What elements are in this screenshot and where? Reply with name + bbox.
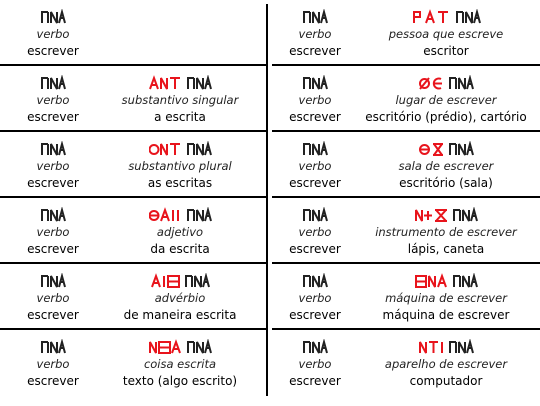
- row-left-2: [0, 66, 268, 132]
- row-right-1: [272, 0, 540, 66]
- root-verb-cell: [278, 272, 352, 324]
- left-column: [0, 0, 268, 406]
- translation-text: lápis, caneta: [407, 242, 485, 256]
- derived-glyphs: [352, 74, 540, 92]
- translation-text: escrever: [27, 374, 79, 388]
- root-glyphs-icon: [455, 9, 481, 25]
- root-verb-cell: [278, 8, 352, 60]
- root-glyphs-icon: [278, 272, 352, 290]
- derived-cell: [352, 206, 540, 258]
- root-glyphs-icon: [186, 207, 212, 223]
- gloss-text: máquina de escrever: [385, 291, 507, 305]
- gloss-text: verbo: [298, 159, 332, 173]
- translation-text: escrever: [27, 44, 79, 58]
- root-glyphs-icon: [278, 8, 352, 26]
- gloss-text: advérbio: [154, 291, 206, 305]
- translation-text: escrever: [27, 242, 79, 256]
- suffix-glyphs-oai-icon: [149, 207, 183, 223]
- derived-glyphs: [92, 74, 268, 92]
- derived-cell: [92, 140, 268, 192]
- gloss-text: verbo: [298, 27, 332, 41]
- gloss-text: coisa escrita: [143, 357, 217, 371]
- translation-text: texto (algo escrito): [122, 374, 238, 388]
- root-verb-cell: [278, 140, 352, 192]
- translation-text: escrever: [289, 44, 341, 58]
- gloss-text: pessoa que escreve: [388, 27, 504, 41]
- row-right-3: [272, 132, 540, 198]
- root-glyphs-icon: [186, 75, 212, 91]
- gloss-text: instrumento de escrever: [375, 225, 517, 239]
- gloss-text: verbo: [298, 225, 332, 239]
- translation-text: escritório (prédio), cartório: [365, 110, 527, 124]
- translation-text: as escritas: [147, 176, 213, 190]
- translation-text: da escrita: [150, 242, 210, 256]
- root-verb-cell: [278, 74, 352, 126]
- translation-text: escrever: [289, 242, 341, 256]
- translation-text: escritório (sala): [399, 176, 493, 190]
- gloss-text: substantivo plural: [128, 159, 232, 173]
- derived-glyphs: [92, 272, 268, 290]
- root-verb-cell: [14, 272, 92, 324]
- root-verb-cell: [278, 206, 352, 258]
- derived-cell: [352, 74, 540, 126]
- prefix-glyphs-nix-icon: [415, 207, 449, 223]
- derived-glyphs: [352, 8, 540, 26]
- root-glyphs-icon: [448, 141, 474, 157]
- translation-text: escrever: [27, 176, 79, 190]
- root-glyphs-icon: [186, 141, 212, 157]
- translation-text: escrever: [289, 374, 341, 388]
- root-glyphs-icon: [186, 339, 212, 355]
- translation-text: máquina de escrever: [382, 308, 510, 322]
- gloss-text: aparelho de escrever: [384, 357, 508, 371]
- root-glyphs-icon: [448, 339, 474, 355]
- prefix-glyphs-oc-icon: [419, 75, 445, 91]
- translation-text: escritor: [423, 44, 469, 58]
- gloss-text: verbo: [298, 291, 332, 305]
- gloss-text: lugar de escrever: [395, 93, 497, 107]
- root-verb-cell: [278, 338, 352, 390]
- root-glyphs-icon: [14, 338, 92, 356]
- derived-cell: [92, 338, 268, 390]
- derived-cell: [92, 272, 268, 324]
- gloss-text: substantivo singular: [121, 93, 239, 107]
- gloss-text: verbo: [36, 93, 70, 107]
- root-glyphs-icon: [14, 272, 92, 290]
- derived-glyphs: [352, 206, 540, 224]
- suffix-glyphs-aio-icon: [151, 273, 181, 289]
- gloss-text: verbo: [36, 27, 70, 41]
- row-left-6: [0, 330, 268, 400]
- prefix-glyphs-ox-icon: [419, 141, 445, 157]
- root-verb-cell: [14, 206, 92, 258]
- gloss-text: sala de escrever: [398, 159, 494, 173]
- root-glyphs-icon: [278, 140, 352, 158]
- translation-text: escrever: [27, 110, 79, 124]
- gloss-text: verbo: [36, 159, 70, 173]
- translation-text: escrever: [289, 176, 341, 190]
- translation-text: escrever: [289, 110, 341, 124]
- root-glyphs-icon: [278, 338, 352, 356]
- root-glyphs-icon: [14, 140, 92, 158]
- derived-glyphs: [92, 140, 268, 158]
- root-verb-cell: [14, 8, 92, 60]
- derived-cell: [92, 74, 268, 126]
- suffix-glyphs-ant-icon: [149, 75, 183, 91]
- row-left-1: [0, 0, 268, 66]
- row-left-4: [0, 198, 268, 264]
- root-glyphs-icon: [14, 74, 92, 92]
- root-glyphs-icon: [184, 273, 210, 289]
- derived-cell: [352, 140, 540, 192]
- translation-text: escrever: [27, 308, 79, 322]
- derived-glyphs: [352, 338, 540, 356]
- prefix-glyphs-ena-icon: [415, 273, 449, 289]
- derived-cell: [352, 338, 540, 390]
- root-glyphs-icon: [278, 74, 352, 92]
- derived-glyphs: [92, 338, 268, 356]
- root-glyphs-icon: [14, 206, 92, 224]
- prefix-glyphs-nti-icon: [419, 339, 445, 355]
- gloss-text: adjetivo: [156, 225, 204, 239]
- root-verb-cell: [14, 74, 92, 126]
- root-glyphs-icon: [14, 8, 92, 26]
- row-right-6: [272, 330, 540, 400]
- derived-glyphs: [92, 206, 268, 224]
- translation-text: escrever: [289, 308, 341, 322]
- gloss-text: verbo: [36, 291, 70, 305]
- suffix-glyphs-nea-icon: [149, 339, 183, 355]
- translation-text: de maneira escrita: [123, 308, 237, 322]
- derived-cell: [92, 206, 268, 258]
- gloss-text: verbo: [36, 357, 70, 371]
- root-glyphs-icon: [452, 273, 478, 289]
- right-column: [272, 0, 540, 406]
- derived-cell: [352, 272, 540, 324]
- row-left-5: [0, 264, 268, 330]
- root-glyphs-icon: [452, 207, 478, 223]
- root-glyphs-icon: [278, 206, 352, 224]
- gloss-text: verbo: [36, 225, 70, 239]
- derived-glyphs: [352, 140, 540, 158]
- row-left-3: [0, 132, 268, 198]
- row-right-5: [272, 264, 540, 330]
- suffix-glyphs-ont-icon: [149, 141, 183, 157]
- root-glyphs-icon: [448, 75, 474, 91]
- translation-text: a escrita: [154, 110, 206, 124]
- row-right-4: [272, 198, 540, 264]
- translation-text: computador: [409, 374, 483, 388]
- column-divider: [266, 4, 268, 396]
- prefix-glyphs-pat-icon: [412, 9, 452, 25]
- derived-cell: [352, 8, 540, 60]
- gloss-text: verbo: [298, 357, 332, 371]
- gloss-text: verbo: [298, 93, 332, 107]
- row-right-2: [272, 66, 540, 132]
- root-verb-cell: [14, 140, 92, 192]
- derived-glyphs: [352, 272, 540, 290]
- root-verb-cell: [14, 338, 92, 390]
